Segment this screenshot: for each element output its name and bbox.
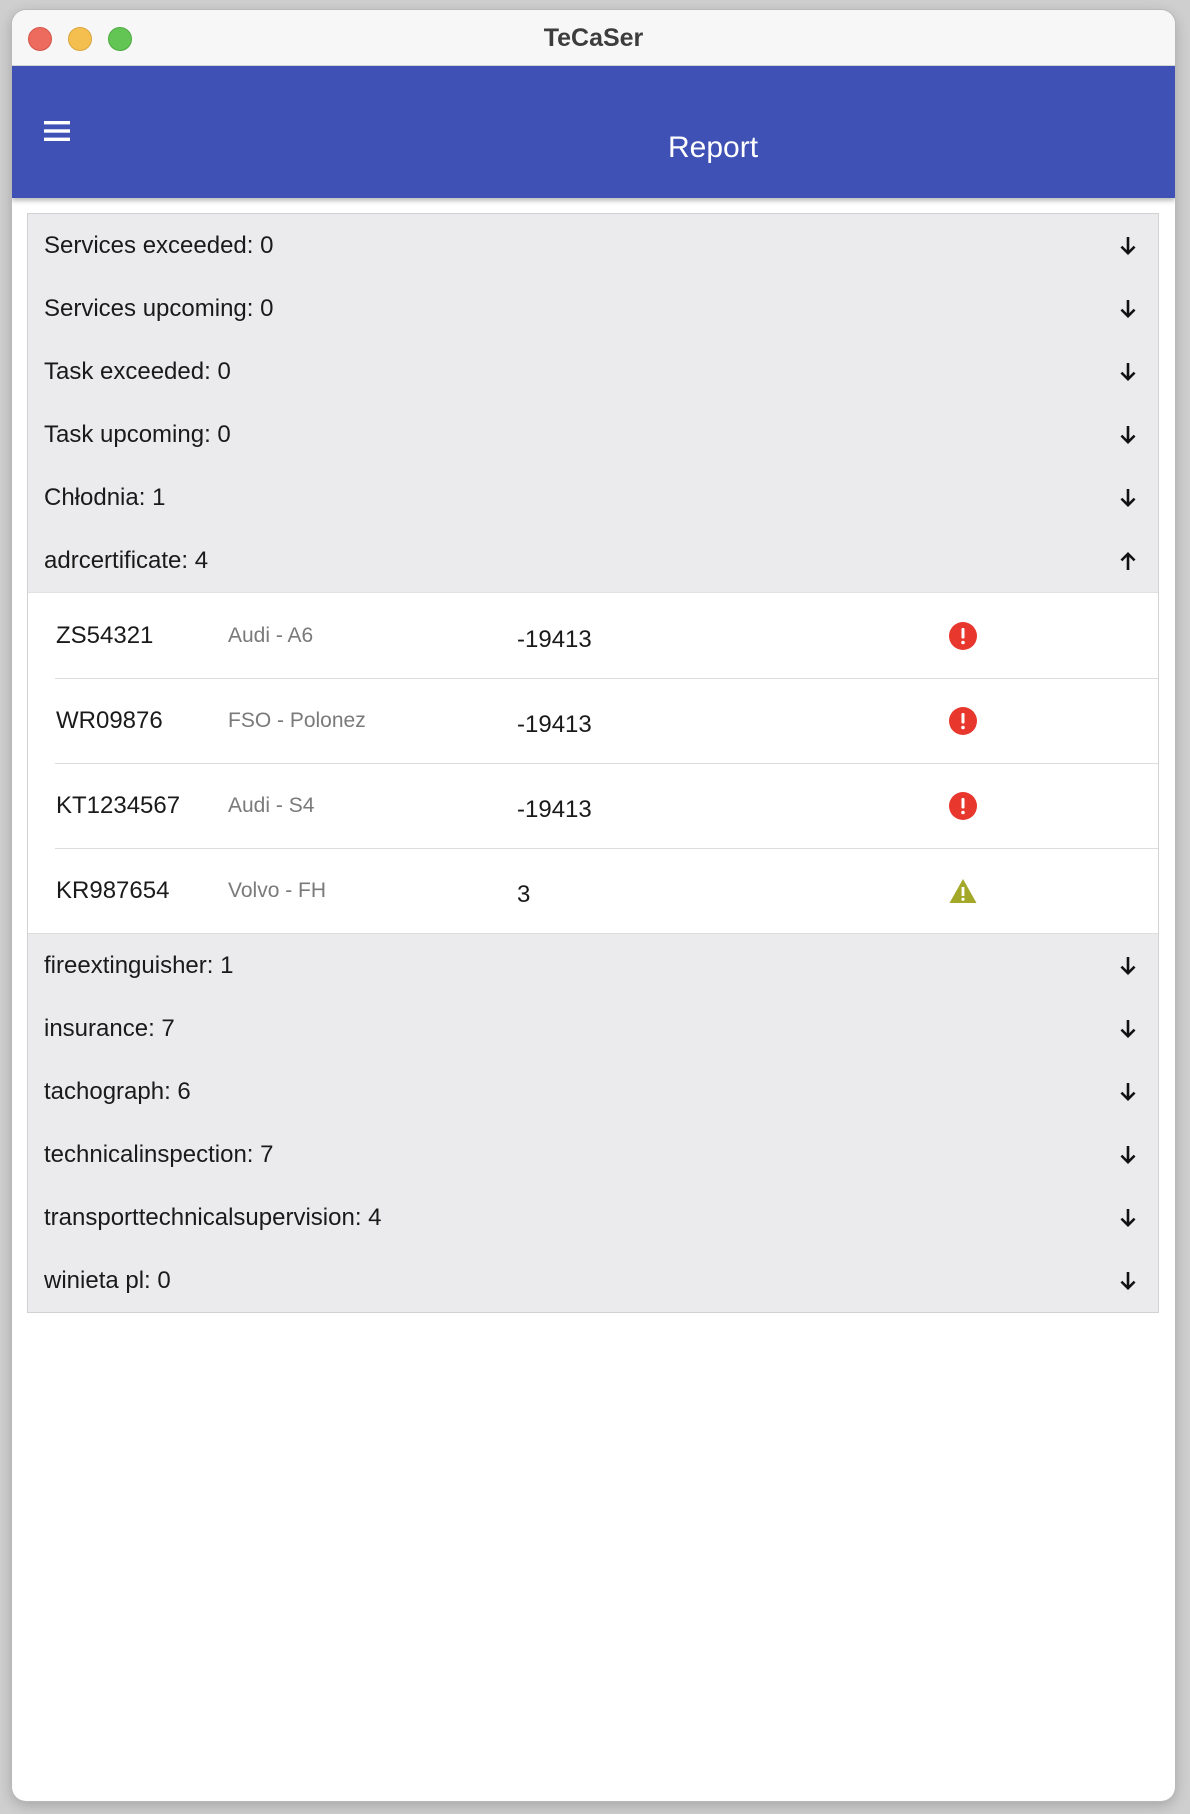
arrow-down-icon xyxy=(1116,234,1140,258)
vehicle-model: Audi - A6 xyxy=(228,624,314,647)
arrow-down-icon xyxy=(1116,1206,1140,1230)
warning-icon xyxy=(948,876,978,906)
category-label: Task exceeded: 0 xyxy=(44,358,231,385)
arrow-down-icon xyxy=(1116,423,1140,447)
error-icon xyxy=(948,706,978,736)
category-row-adrcertificate[interactable] xyxy=(28,529,1158,592)
vehicle-plate: WR09876 xyxy=(56,707,163,734)
vehicle-plate: KT1234567 xyxy=(56,792,181,819)
days-remaining: -19413 xyxy=(517,796,592,823)
vehicle-model: Audi - S4 xyxy=(228,794,315,817)
category-row-ch-odnia[interactable] xyxy=(28,466,1158,529)
arrow-down-icon xyxy=(1116,1143,1140,1167)
report-list xyxy=(27,213,1159,1313)
category-row-winieta-pl[interactable] xyxy=(28,1249,1158,1312)
app-window xyxy=(12,10,1175,1801)
arrow-down-icon xyxy=(1116,954,1140,978)
arrow-down-icon xyxy=(1116,297,1140,321)
vehicle-model: FSO - Polonez xyxy=(228,709,366,732)
category-label: technicalinspection: 7 xyxy=(44,1141,274,1168)
category-label: Services upcoming: 0 xyxy=(44,295,274,322)
hamburger-menu-icon[interactable] xyxy=(42,116,72,146)
category-row-task-exceeded[interactable] xyxy=(28,340,1158,403)
adrcertificate-items xyxy=(28,592,1158,934)
arrow-down-icon xyxy=(1116,1269,1140,1293)
category-label: insurance: 7 xyxy=(44,1015,175,1042)
vehicle-plate: ZS54321 xyxy=(56,622,154,649)
category-row-task-upcoming[interactable] xyxy=(28,403,1158,466)
category-row-technicalinspection[interactable] xyxy=(28,1123,1158,1186)
category-row-services-exceeded[interactable] xyxy=(28,214,1158,277)
category-label: fireextinguisher: 1 xyxy=(44,952,234,979)
list-item[interactable] xyxy=(28,848,1158,933)
list-item[interactable] xyxy=(28,678,1158,763)
days-remaining: 3 xyxy=(517,881,531,908)
category-row-fireextinguisher[interactable] xyxy=(28,934,1158,997)
category-label: Task upcoming: 0 xyxy=(44,421,231,448)
category-label: winieta pl: 0 xyxy=(44,1267,171,1294)
error-icon xyxy=(948,791,978,821)
error-icon xyxy=(948,621,978,651)
vehicle-plate: KR987654 xyxy=(56,877,170,904)
category-label: tachograph: 6 xyxy=(44,1078,191,1105)
arrow-down-icon xyxy=(1116,360,1140,384)
window-title: TeCaSer xyxy=(543,24,644,52)
arrow-down-icon xyxy=(1116,1080,1140,1104)
category-label: Chłodnia: 1 xyxy=(44,484,166,511)
list-item[interactable] xyxy=(28,593,1158,678)
vehicle-model: Volvo - FH xyxy=(228,879,327,902)
category-label: Services exceeded: 0 xyxy=(44,232,274,259)
arrow-down-icon xyxy=(1116,486,1140,510)
page-title: Report xyxy=(668,131,759,164)
category-row-transporttechnicalsupervision[interactable] xyxy=(28,1186,1158,1249)
category-row-insurance[interactable] xyxy=(28,997,1158,1060)
days-remaining: -19413 xyxy=(517,711,592,738)
category-label: adrcertificate: 4 xyxy=(44,547,209,574)
arrow-up-icon xyxy=(1116,549,1140,573)
title-bar xyxy=(12,10,1175,66)
arrow-down-icon xyxy=(1116,1017,1140,1041)
category-label: transporttechnicalsupervision: 4 xyxy=(44,1204,382,1231)
category-row-tachograph[interactable] xyxy=(28,1060,1158,1123)
app-bar xyxy=(12,66,1175,198)
category-row-services-upcoming[interactable] xyxy=(28,277,1158,340)
days-remaining: -19413 xyxy=(517,626,592,653)
list-item[interactable] xyxy=(28,763,1158,848)
